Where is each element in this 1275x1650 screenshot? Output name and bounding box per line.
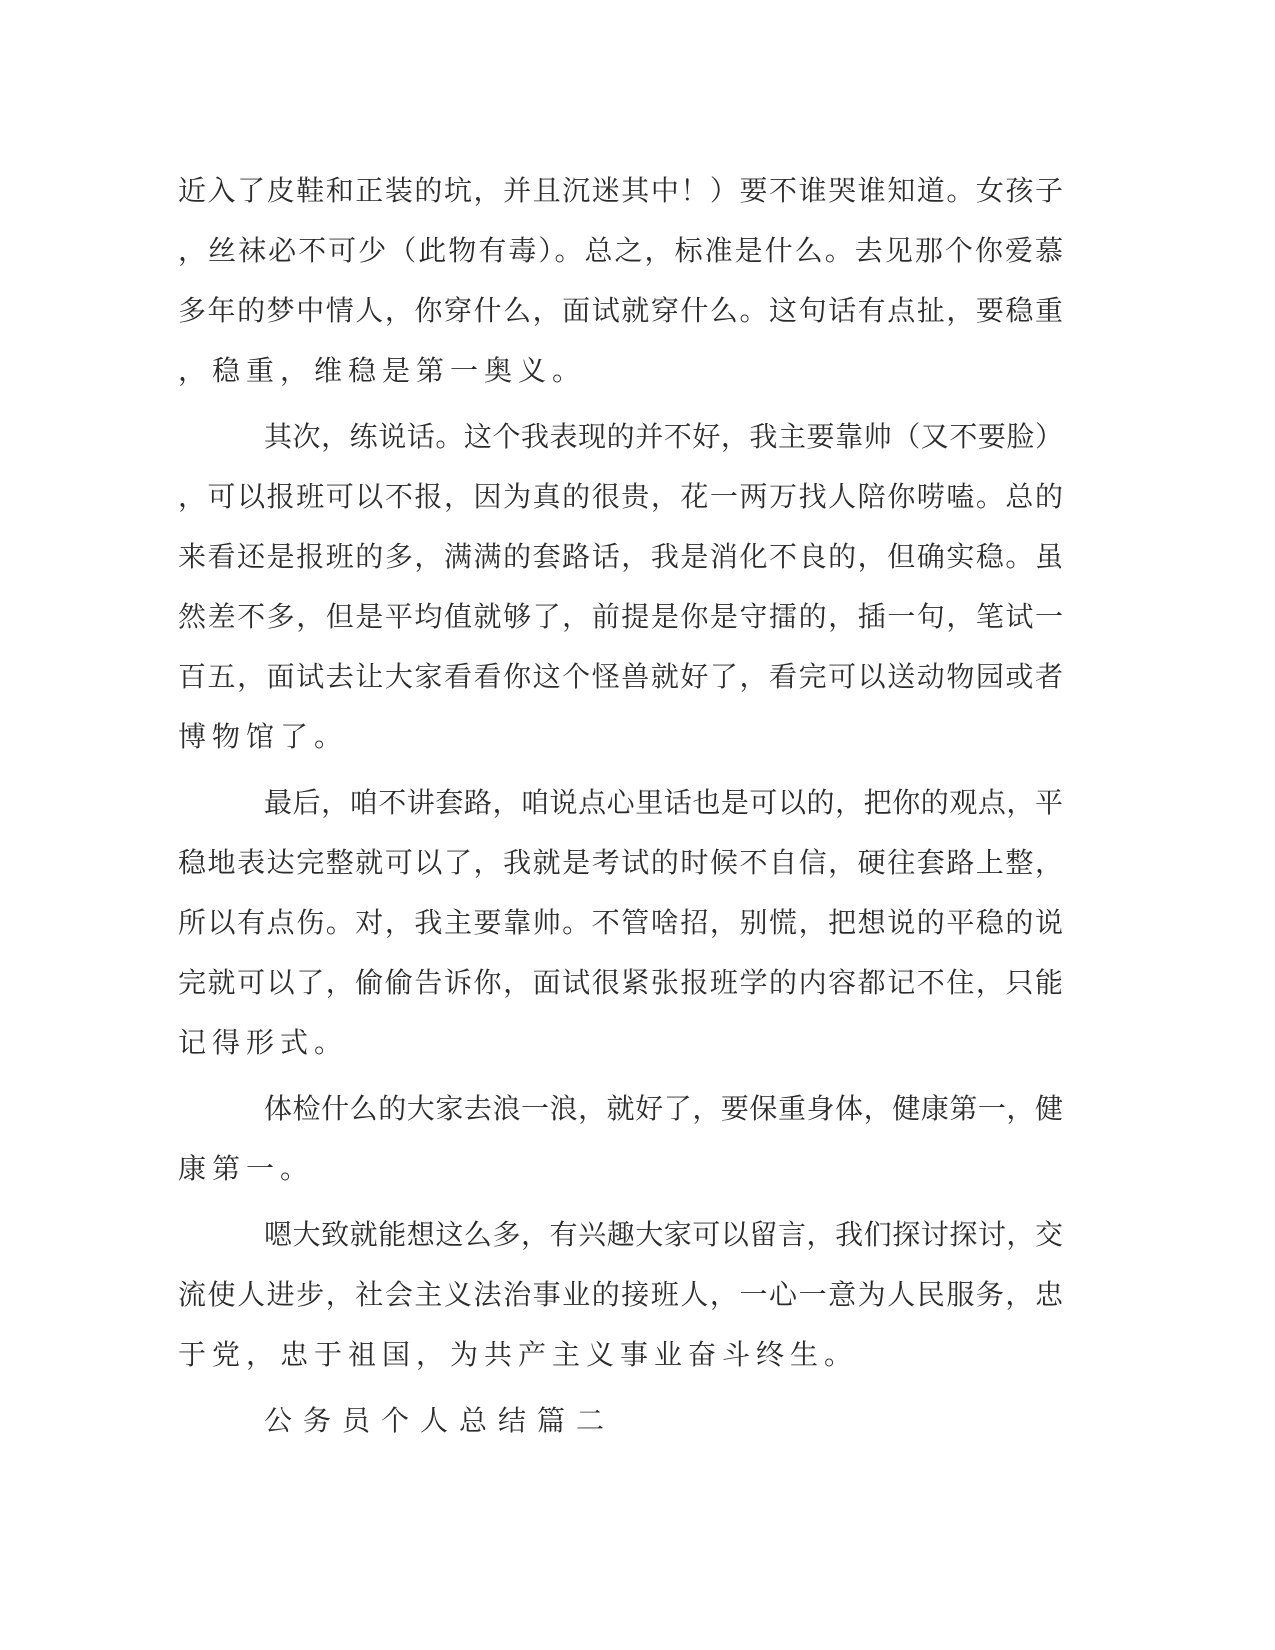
text-line: 博物馆了。 <box>178 722 349 753</box>
paragraph <box>178 408 1063 768</box>
text-body <box>178 162 1063 1452</box>
text-line: 来看还是报班的多，满满的套路话，我是消化不良的，但确实稳。虽 <box>178 542 1063 573</box>
text-line: 然差不多，但是平均值就够了，前提是你是守擂的，插一句，笔试一 <box>178 602 1063 633</box>
text-line: 所以有点伤。对，我主要靠帅。不管啥招，别慌，把想说的平稳的说 <box>178 908 1063 939</box>
text-line: 嗯大致就能想这么多，有兴趣大家可以留言，我们探讨探讨，交 <box>264 1220 1063 1251</box>
text-line: 记得形式。 <box>178 1028 349 1059</box>
text-line: 康第一。 <box>178 1154 315 1185</box>
paragraph <box>178 162 1063 402</box>
text-line: 多年的梦中情人，你穿什么，面试就穿什么。这句话有点扯，要稳重 <box>178 296 1063 327</box>
text-line: 近入了皮鞋和正装的坑，并且沉迷其中！）要不谁哭谁知道。女孩子 <box>178 176 1063 207</box>
text-line: 最后，咱不讲套路，咱说点心里话也是可以的，把你的观点，平 <box>264 788 1063 819</box>
paragraph <box>178 1392 1063 1452</box>
text-line: 百五，面试去让大家看看你这个怪兽就好了，看完可以送动物园或者 <box>178 662 1063 693</box>
text-line: 完就可以了，偷偷告诉你，面试很紧张报班学的内容都记不住，只能 <box>178 968 1063 999</box>
text-line: 其次，练说话。这个我表现的并不好，我主要靠帅（又不要脸） <box>264 422 1063 453</box>
text-line: ，稳重，维稳是第一奥义。 <box>178 356 587 387</box>
text-line: ，丝袜必不可少（此物有毒）。总之，标准是什么。去见那个你爱慕 <box>178 236 1063 267</box>
section-heading-line: 公务员个人总结篇二 <box>264 1406 616 1437</box>
text-line: 稳地表达完整就可以了，我就是考试的时候不自信，硬往套路上整， <box>178 848 1063 879</box>
paragraph <box>178 1206 1063 1386</box>
text-line: 于党，忠于祖国，为共产主义事业奋斗终生。 <box>178 1340 859 1371</box>
paragraph <box>178 1080 1063 1200</box>
paragraph <box>178 774 1063 1074</box>
text-line: ，可以报班可以不报，因为真的很贵，花一两万找人陪你唠嗑。总的 <box>178 482 1063 513</box>
text-line: 流使人进步，社会主义法治事业的接班人，一心一意为人民服务，忠 <box>178 1280 1063 1311</box>
text-line: 体检什么的大家去浪一浪，就好了，要保重身体，健康第一，健 <box>264 1094 1063 1125</box>
